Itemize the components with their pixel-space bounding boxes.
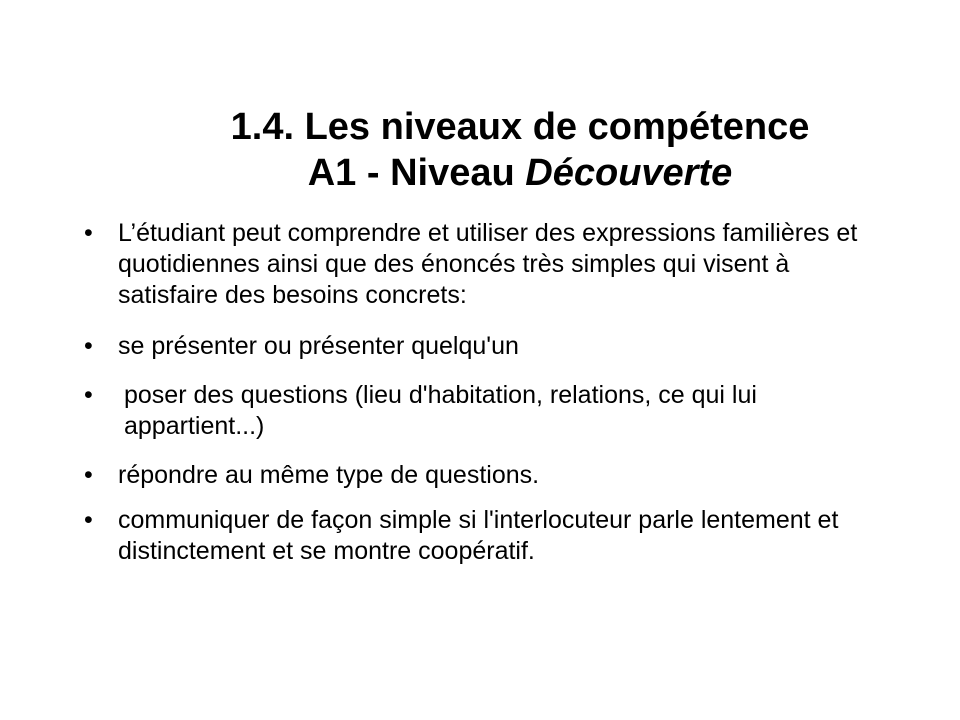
bullet-text: communiquer de façon simple si l'interlocuteur parle lentement et distinctement et se montre coopératif. bbox=[118, 506, 839, 565]
bullet-item bbox=[84, 218, 884, 311]
bullet-text: L’étudiant peut comprendre et utiliser des expressions familières et quotidiennes ainsi que des énoncés très simples qui visent à satisfaire des besoins concrets: bbox=[118, 219, 858, 309]
title-level-code: A1 - Niveau bbox=[307, 152, 526, 194]
bullet-icon: • bbox=[84, 461, 93, 489]
bullet-text: répondre au même type de questions. bbox=[118, 461, 540, 489]
bullet-text: poser des questions (lieu d'habitation, relations, ce qui lui appartient...) bbox=[124, 381, 757, 440]
bullet-icon: • bbox=[84, 219, 93, 247]
bullet-item bbox=[84, 460, 884, 491]
bullet-icon: • bbox=[84, 332, 93, 360]
title-line-2 bbox=[180, 150, 860, 196]
bullet-item bbox=[84, 380, 884, 442]
bullet-icon: • bbox=[84, 381, 93, 409]
title-level-name: Découverte bbox=[525, 152, 733, 194]
bullet-item bbox=[84, 331, 884, 362]
bullet-text: se présenter ou présenter quelqu'un bbox=[118, 332, 519, 360]
slide-title bbox=[180, 104, 860, 196]
title-line-1: 1.4. Les niveaux de compétence bbox=[230, 106, 810, 148]
bullet-item bbox=[84, 505, 884, 567]
bullet-list bbox=[84, 218, 884, 567]
bullet-icon: • bbox=[84, 506, 93, 534]
